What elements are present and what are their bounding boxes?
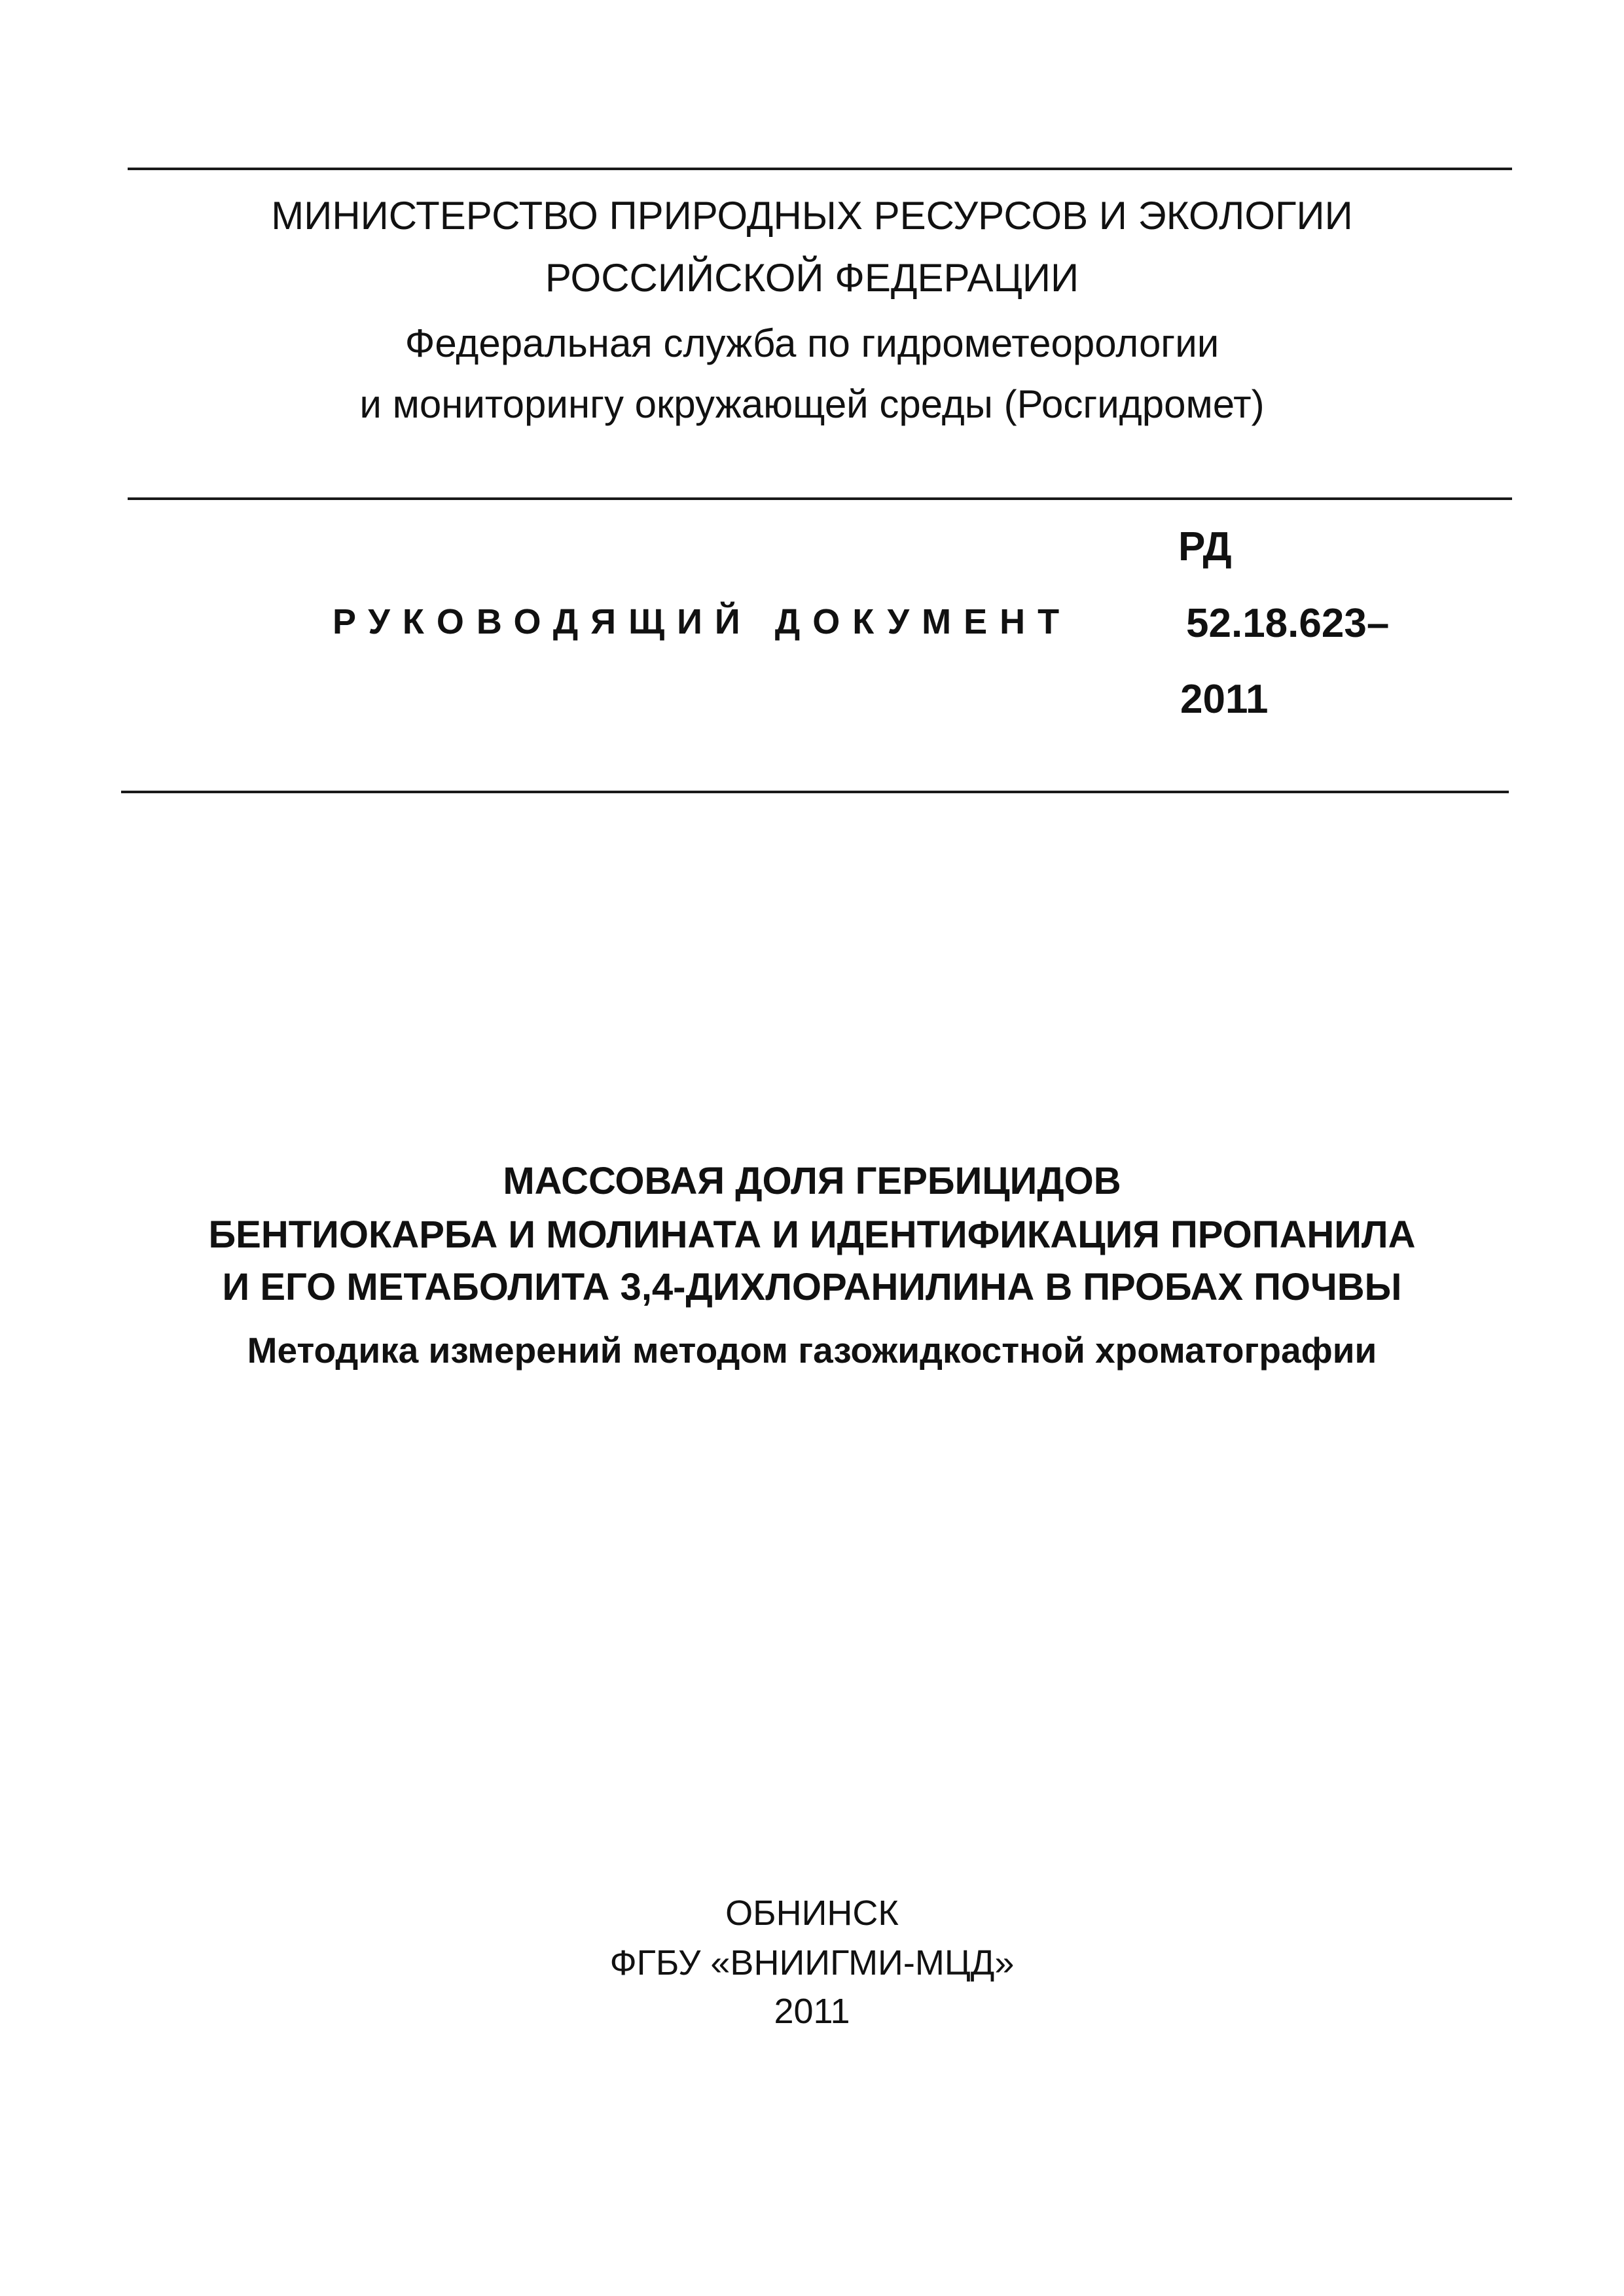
document-code-year: 2011	[1180, 677, 1269, 722]
publication-city: ОБНИНСК	[725, 1893, 899, 1933]
publication-year: 2011	[774, 1992, 850, 2031]
title-subtitle: Методика измерений методом газожидкостной хроматографии	[247, 1330, 1377, 1371]
bottom-divider	[121, 791, 1509, 793]
top-divider	[128, 168, 1512, 170]
ministry-name-line-2: РОССИЙСКОЙ ФЕДЕРАЦИИ	[545, 256, 1079, 300]
document-code-number: 52.18.623–	[1186, 601, 1390, 646]
service-name-line-2: и мониторингу окружающей среды (Росгидромет)	[359, 382, 1265, 426]
document-code-prefix: РД	[1178, 524, 1232, 569]
document-type-label: РУКОВОДЯЩИЙ ДОКУМЕНТ	[333, 602, 1072, 641]
publisher-name: ФГБУ «ВНИИГМИ-МЦД»	[609, 1943, 1015, 1982]
ministry-name-line-1: МИНИСТЕРСТВО ПРИРОДНЫХ РЕСУРСОВ И ЭКОЛОГИИ	[271, 194, 1353, 238]
middle-divider	[128, 497, 1512, 500]
title-line-2: БЕНТИОКАРБА И МОЛИНАТА И ИДЕНТИФИКАЦИЯ ПРОПАНИЛА	[208, 1213, 1416, 1256]
title-line-1: МАССОВАЯ ДОЛЯ ГЕРБИЦИДОВ	[503, 1160, 1121, 1202]
title-line-3: И ЕГО МЕТАБОЛИТА 3,4-ДИХЛОРАНИЛИНА В ПРОБАХ ПОЧВЫ	[222, 1266, 1402, 1308]
service-name-line-1: Федеральная служба по гидрометеорологии	[405, 321, 1219, 365]
